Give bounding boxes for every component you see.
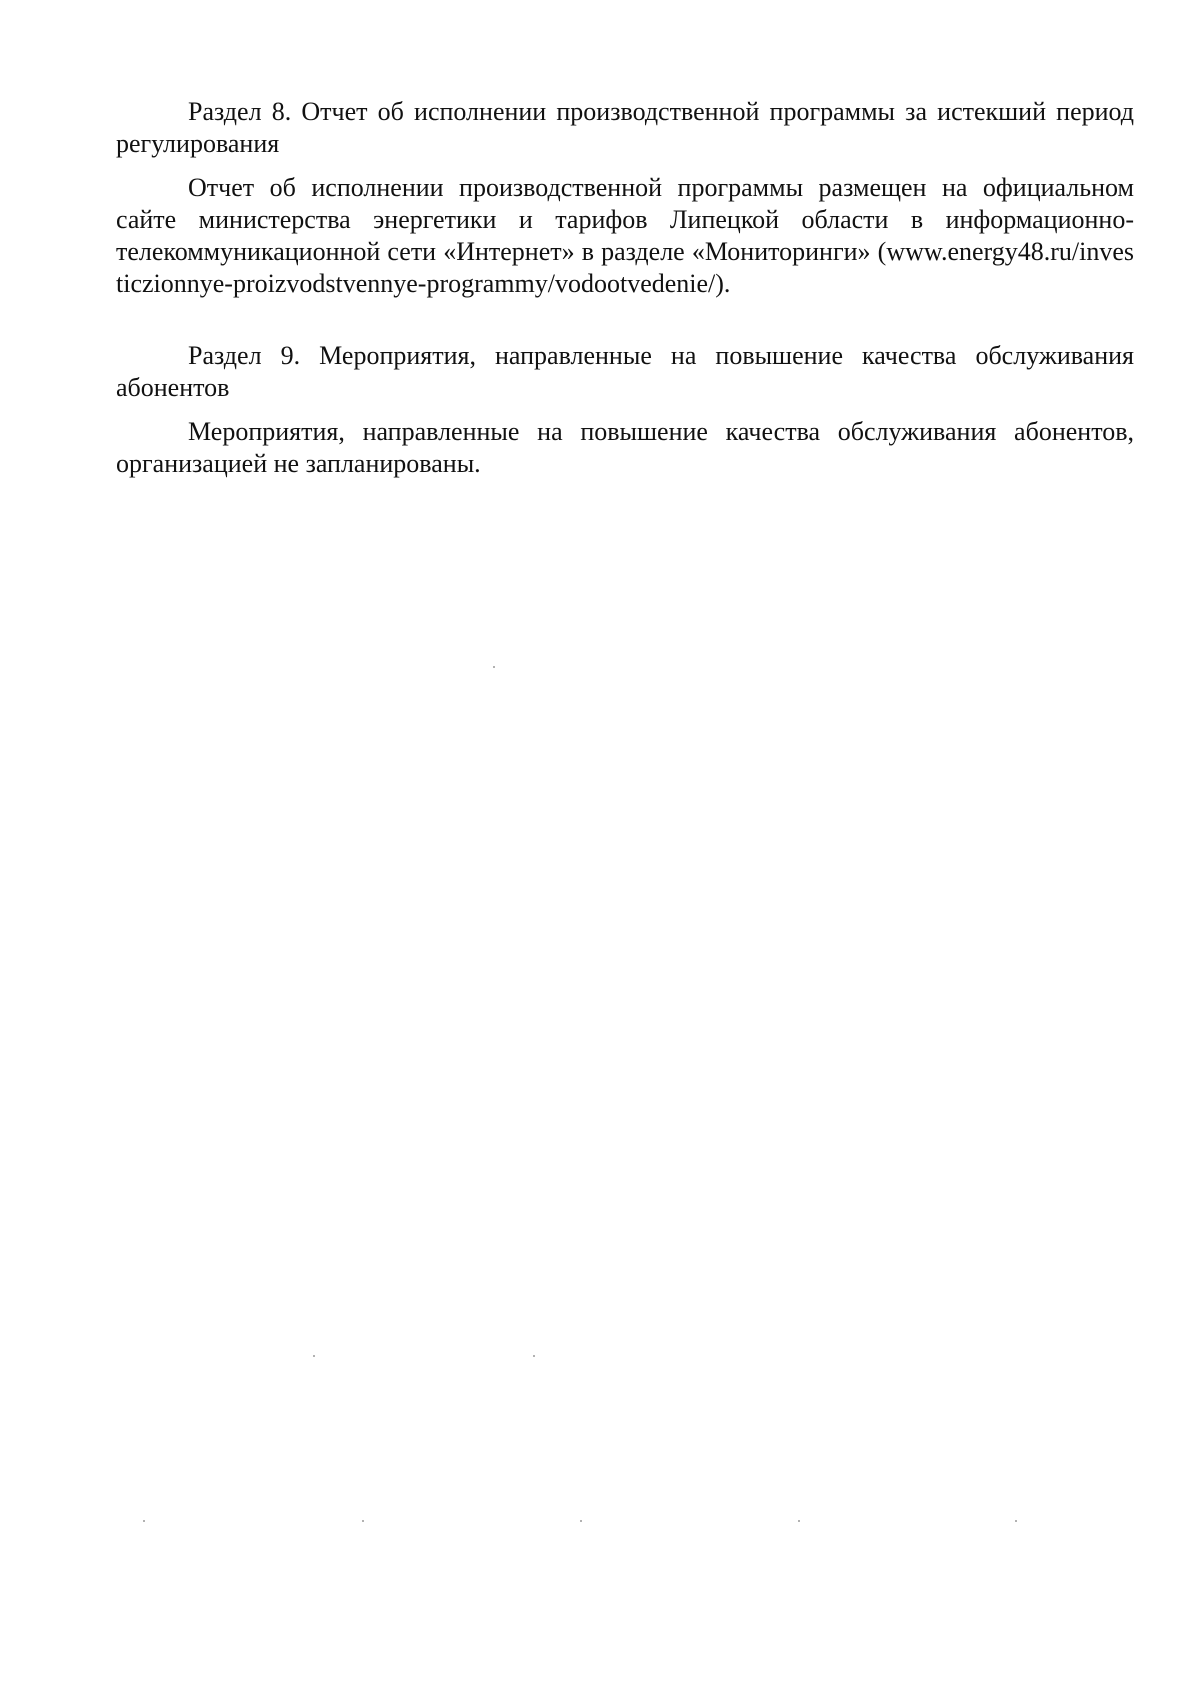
scan-speck — [143, 1520, 145, 1522]
scan-speck — [798, 1520, 800, 1522]
document-content — [116, 96, 1134, 512]
scan-speck — [493, 666, 495, 668]
scan-speck — [533, 1355, 535, 1357]
section-spacer — [116, 332, 1134, 340]
section-8-body-text: Отчет об исполнении производственной программы размещен на официальном сайте министерства энергетики и тарифов Липецкой области в информационно-телекоммуникационной сети «Интернет» в разделе «Мониторинги» — [116, 173, 1134, 266]
section-9-heading: Раздел 9. Мероприятия, направленные на повышение качества обслуживания абонентов — [116, 341, 1134, 402]
section-9-body: Мероприятия, направленные на повышение качества обслуживания абонентов, организацией не запланированы. — [116, 417, 1134, 478]
scan-speck — [313, 1355, 315, 1357]
scan-speck — [362, 1520, 364, 1522]
scan-speck — [1015, 1520, 1017, 1522]
section-8-heading: Раздел 8. Отчет об исполнении производственной программы за истекший период регулирования — [116, 97, 1134, 158]
section-8-body — [116, 172, 1134, 300]
scan-speck — [580, 1520, 582, 1522]
monitoring-url-text: (www.energy48.ru/investiczionnye-proizvodstvennye-programmy/vodootvedenie/). — [116, 237, 1134, 298]
